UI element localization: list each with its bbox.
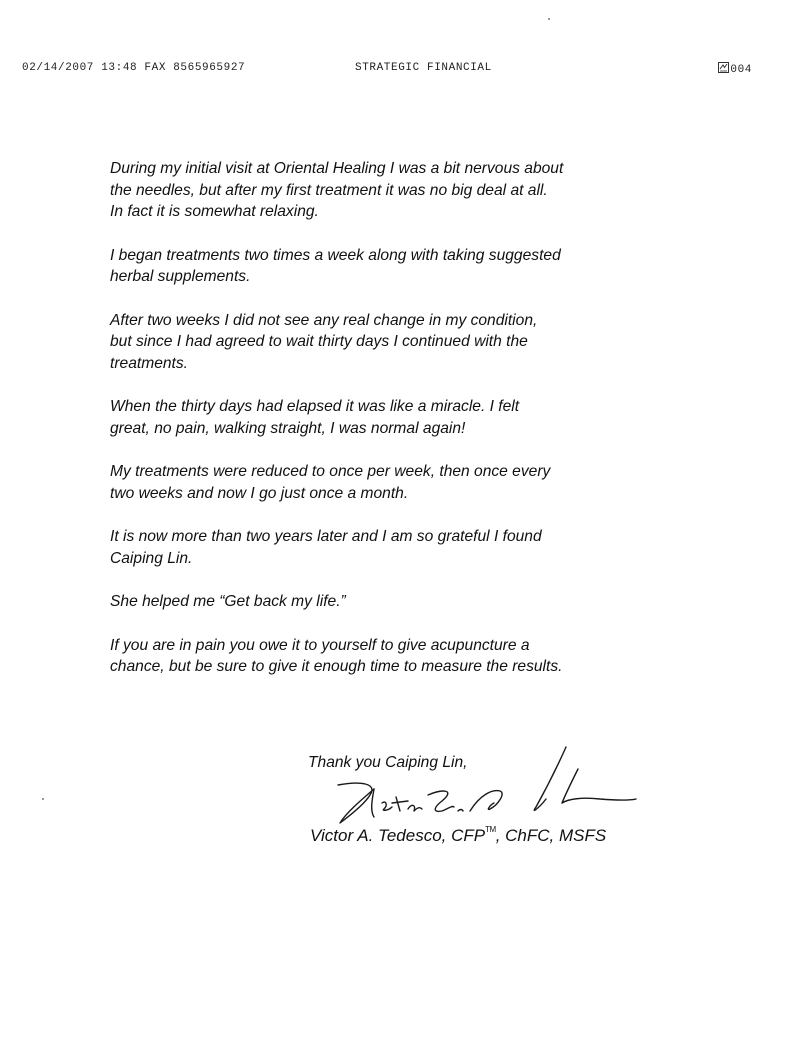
letter-line: After two weeks I did not see any real change in my condition,	[110, 311, 538, 329]
letter-line: great, no pain, walking straight, I was normal again!	[110, 419, 466, 437]
letter-line: treatments.	[110, 354, 188, 372]
letter-paragraph	[110, 396, 722, 439]
letter-line: If you are in pain you owe it to yourself to give acupuncture a	[110, 636, 530, 654]
letter-paragraph	[110, 635, 722, 678]
fax-page-number: 004	[730, 64, 752, 76]
handwritten-signature	[330, 745, 640, 830]
fax-header	[22, 62, 752, 78]
letter-paragraph	[110, 310, 722, 375]
scan-speck	[548, 18, 550, 20]
letter-body	[110, 158, 722, 700]
letter-closing: Thank you Caiping Lin,	[308, 754, 468, 771]
letter-paragraph	[110, 591, 722, 613]
letter-line: chance, but be sure to give it enough time to measure the results.	[110, 658, 563, 675]
letter-paragraph	[110, 158, 722, 223]
letter-line: When the thirty days had elapsed it was like a miracle. I felt	[110, 398, 520, 415]
letter-line: but since I had agreed to wait thirty days I continued with the	[110, 333, 528, 350]
trademark-mark: TM	[485, 825, 496, 834]
letter-line: two weeks and now I go just once a month.	[110, 484, 409, 502]
fax-page-indicator	[718, 62, 752, 76]
letter-line: She helped me “Get back my life.”	[110, 593, 346, 610]
signer-credentials: , ChFC, MSFS	[495, 826, 607, 845]
letter-line: the needles, but after my first treatment it was no big deal at all.	[110, 181, 548, 199]
letter-line: In fact it is somewhat relaxing.	[110, 203, 319, 220]
signer-name	[310, 825, 606, 846]
letter-paragraph	[110, 461, 722, 504]
letter-line: It is now more than two years later and I am so grateful I found	[110, 528, 542, 545]
letter-paragraph	[110, 526, 722, 569]
letter-line: I began treatments two times a week along with taking suggested	[110, 246, 561, 264]
fax-datetime-number: 02/14/2007 13:48 FAX 8565965927	[22, 62, 246, 74]
letter-line: During my initial visit at Oriental Healing I was a bit nervous about	[110, 160, 564, 177]
letter-line: Caiping Lin.	[110, 549, 193, 567]
scan-speck	[42, 798, 44, 800]
letter-paragraph	[110, 245, 722, 288]
signer-name-text: Victor A. Tedesco, CFP	[310, 826, 486, 845]
letter-line: My treatments were reduced to once per week, then once every	[110, 463, 551, 480]
fax-page-icon	[718, 62, 729, 73]
fax-company-name: STRATEGIC FINANCIAL	[355, 62, 492, 74]
letter-line: herbal supplements.	[110, 268, 251, 285]
